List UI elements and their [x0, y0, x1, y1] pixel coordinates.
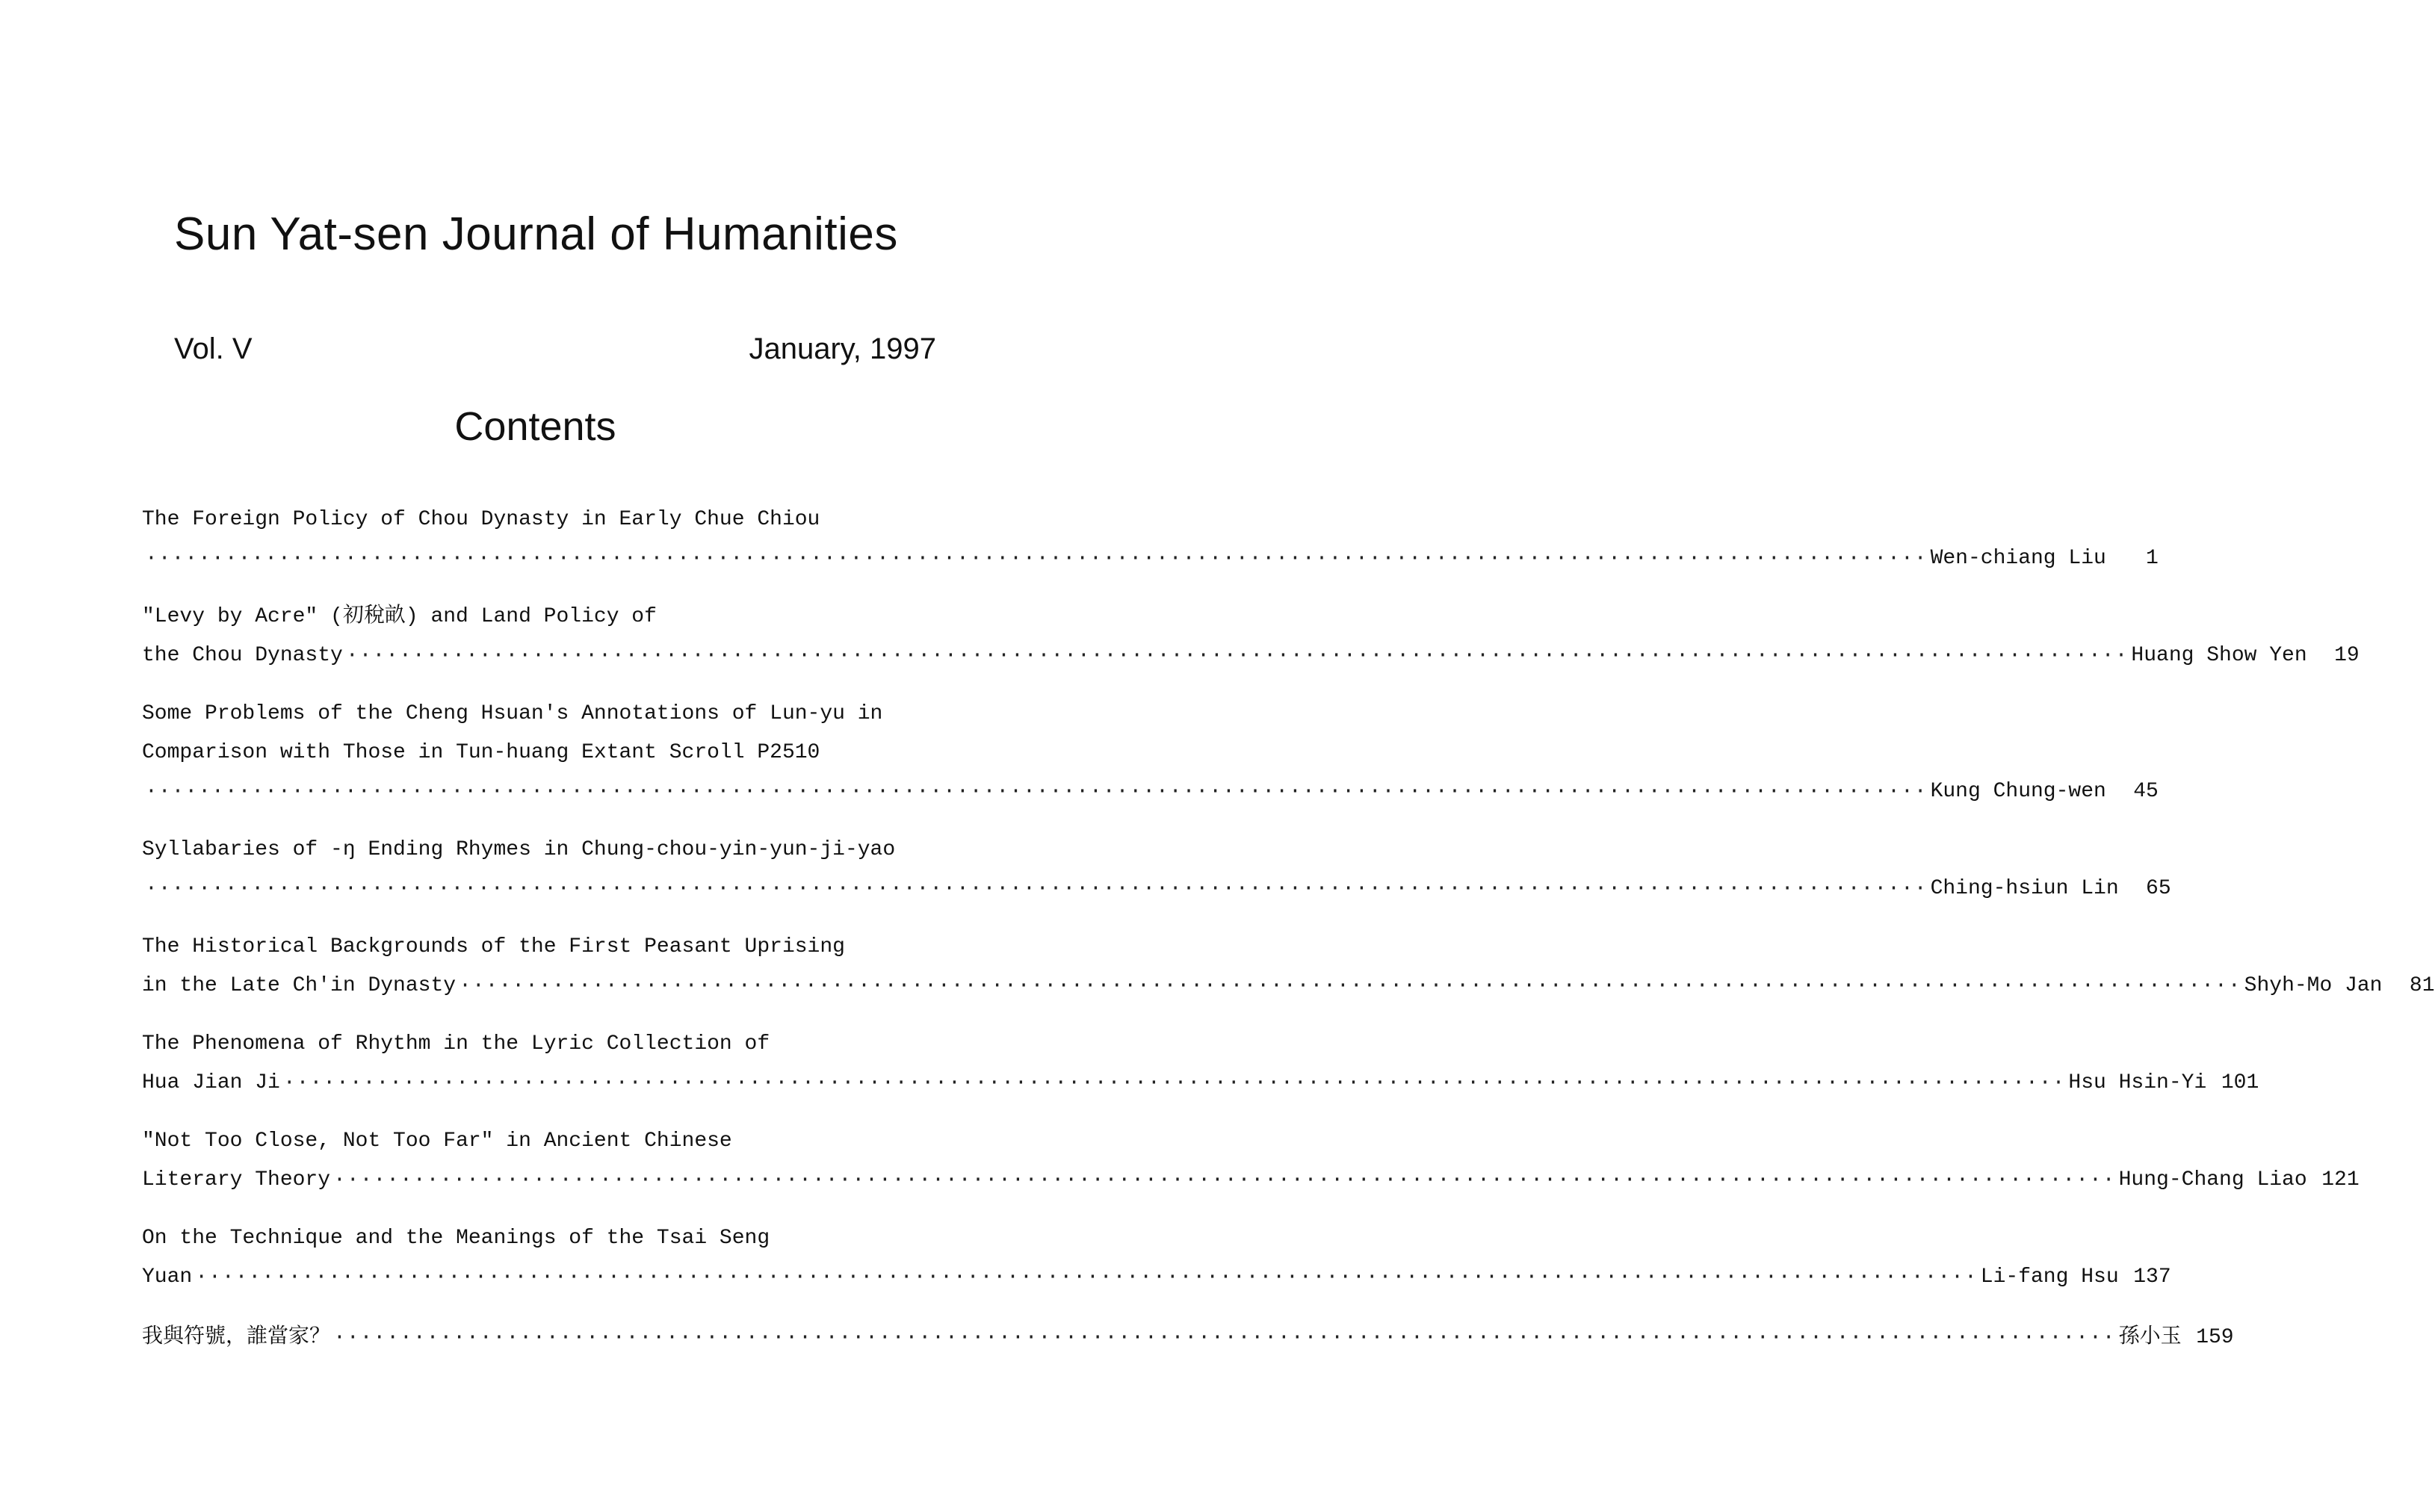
- entry-title-last-line: Literary Theory: [142, 1168, 331, 1192]
- entry-page-number: 1: [2146, 547, 2159, 570]
- toc-entry: [142, 1316, 2234, 1355]
- entry-leader-row: [142, 636, 2360, 675]
- leader-dots: ······································································································································: [145, 547, 1928, 570]
- entry-author: Huang Show Yen: [2131, 644, 2307, 667]
- entry-author: Ching-hsiun Lin: [1930, 877, 2119, 900]
- leader-dots: ······································································································································: [145, 877, 1928, 900]
- entry-page-number: 45: [2133, 780, 2159, 803]
- entry-author: Kung Chung-wen: [1930, 780, 2106, 803]
- entry-title-last-line: Hua Jian Ji: [142, 1071, 280, 1094]
- toc-entry: [142, 1025, 2259, 1103]
- toc-entry: [142, 695, 2159, 811]
- entry-author: Li-fang Hsu: [1980, 1265, 2119, 1289]
- entry-title-last-line: in the Late Ch'in Dynasty: [142, 974, 457, 997]
- toc-entry: [142, 1122, 2360, 1200]
- entry-title-last-line: 我與符號，誰當家？: [142, 1323, 331, 1348]
- entry-page-number: 19: [2334, 644, 2360, 667]
- entry-leader-row: [142, 1258, 2171, 1297]
- entry-title-line: The Historical Backgrounds of the First Peasant Uprising: [142, 935, 845, 958]
- entry-leader-row: [142, 1316, 2234, 1355]
- entry-author: Hsu Hsin-Yi: [2068, 1071, 2207, 1094]
- toc-entry: [142, 831, 2171, 908]
- volume-label: Vol. V: [174, 332, 253, 365]
- leader-dots: ······································································································································: [333, 1326, 2116, 1349]
- entry-title-line: Comparison with Those in Tun-huang Extant Scroll P2510: [142, 741, 820, 764]
- entry-leader-row: [142, 967, 2435, 1006]
- toc-entry: [142, 928, 2435, 1006]
- leader-dots: ······································································································································: [145, 780, 1928, 803]
- leader-dots: ······································································································································: [282, 1071, 2066, 1094]
- toc-entry: [142, 1219, 2171, 1297]
- entry-title-line: "Not Too Close, Not Too Far" in Ancient Chinese: [142, 1130, 732, 1153]
- entry-author: Hung-Chang Liao: [2118, 1168, 2307, 1192]
- entry-title-last-line: Yuan: [142, 1265, 193, 1289]
- entry-page-number: 121: [2321, 1168, 2360, 1192]
- entry-title-last-line: the Chou Dynasty: [142, 644, 343, 667]
- entry-page-number: 137: [2133, 1265, 2171, 1289]
- entry-leader-row: [142, 1064, 2259, 1103]
- contents-heading: Contents: [454, 404, 616, 449]
- entry-author: Wen-chiang Liu: [1930, 547, 2106, 570]
- entry-leader-row: [142, 1161, 2360, 1200]
- entry-page-number: 81: [2409, 974, 2435, 997]
- entry-page-number: 65: [2146, 877, 2171, 900]
- toc-entry: [142, 501, 2159, 578]
- entry-leader-row: [142, 539, 2159, 578]
- journal-title: Sun Yat-sen Journal of Humanities: [174, 208, 898, 260]
- leader-dots: ······································································································································: [345, 644, 2129, 667]
- entry-title-line: The Foreign Policy of Chou Dynasty in Early Chue Chiou: [142, 508, 820, 531]
- entry-leader-row: [142, 772, 2159, 811]
- entry-page-number: 101: [2221, 1071, 2259, 1094]
- toc-entry: [142, 598, 2360, 675]
- leader-dots: ······································································································································: [459, 974, 2241, 997]
- entry-author: 孫小玉: [2118, 1323, 2182, 1348]
- entry-title-line: Syllabaries of -ŋ Ending Rhymes in Chung-chou-yin-yun-ji-yao: [142, 838, 896, 861]
- leader-dots: ······································································································································: [333, 1168, 2116, 1192]
- entry-leader-row: [142, 870, 2171, 908]
- entry-title-line: The Phenomena of Rhythm in the Lyric Collection of: [142, 1032, 770, 1056]
- entry-title-line: "Levy by Acre" (初稅畝) and Land Policy of: [142, 605, 657, 628]
- entry-page-number: 159: [2196, 1326, 2234, 1349]
- entry-author: Shyh-Mo Jan: [2244, 974, 2383, 997]
- leader-dots: ······································································································································: [195, 1265, 1978, 1289]
- table-of-contents: [142, 501, 2435, 1375]
- entry-title-line: Some Problems of the Cheng Hsuan's Annotations of Lun-yu in: [142, 702, 883, 725]
- issue-date: January, 1997: [749, 332, 936, 365]
- entry-title-line: On the Technique and the Meanings of the Tsai Seng: [142, 1227, 770, 1250]
